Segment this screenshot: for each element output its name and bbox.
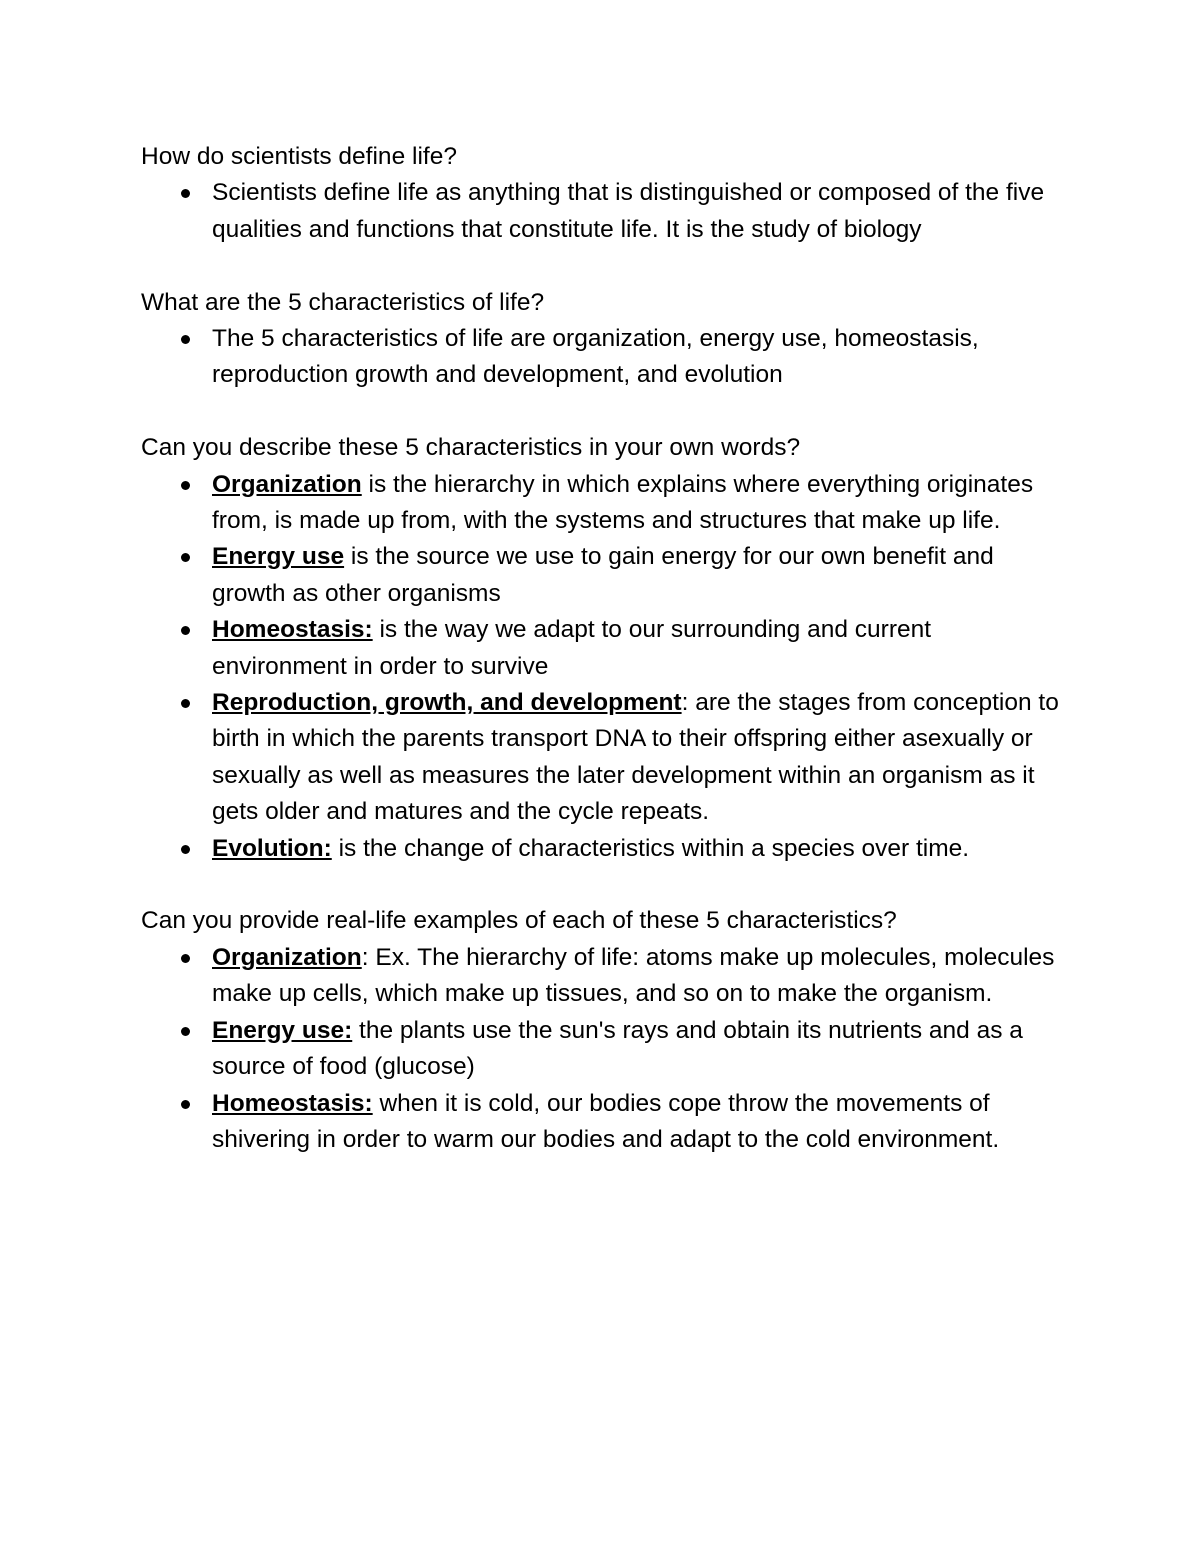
term-label: Homeostasis: [212, 1089, 373, 1117]
bullet-icon [181, 189, 190, 198]
answer-list [141, 467, 1071, 867]
qa-section [141, 285, 1071, 394]
answer-item [212, 1013, 1071, 1086]
answer-text: is the source we use to gain energy for our own benefit and growth as other organisms [212, 543, 994, 607]
answer-list [141, 175, 1071, 248]
term-label: Energy use [212, 543, 345, 571]
answer-text: : Ex. The hierarchy of life: atoms make up molecules, molecules make up cells, which make up tissues, and so on to make the organism. [212, 943, 1055, 1008]
bullet-icon [181, 1100, 190, 1109]
term-label: Reproduction, growth, and development [212, 689, 682, 717]
answer-text: : are the stages from conception to birth in which the parents transport DNA to their offspring either asexually or sexually as well as measures the later development within an organism as it gets older and matures and the cycle repeats. [212, 689, 1059, 826]
document-page [141, 139, 1071, 1195]
answer-text: when it is cold, our bodies cope throw the movements of shivering in order to warm our bodies and adapt to the cold environment. [212, 1089, 1000, 1153]
term-label: Homeostasis: [212, 616, 373, 644]
answer-item [212, 612, 1071, 685]
qa-section [141, 139, 1071, 248]
answer-item [212, 175, 1071, 248]
answer-text: is the change of characteristics within a species over time. [331, 834, 970, 862]
bullet-icon [181, 699, 190, 708]
answer-list [141, 940, 1071, 1158]
answer-item [212, 1086, 1071, 1159]
term-label: Organization [212, 470, 362, 498]
bullet-icon [181, 845, 190, 854]
answer-text: is the hierarchy in which explains where everything originates from, is made up from, with the systems and structures that make up life. [212, 470, 1034, 535]
question-heading: How do scientists define life? [141, 143, 457, 170]
bullet-icon [181, 626, 190, 635]
bullet-icon [181, 954, 190, 963]
answer-text: The 5 characteristics of life are organization, energy use, homeostasis, reproduction growth and development, and evolution [212, 325, 979, 389]
answer-text: is the way we adapt to our surrounding and current environment in order to survive [212, 616, 932, 680]
answer-item [212, 831, 1071, 867]
bullet-icon [181, 481, 190, 490]
bullet-icon [181, 335, 190, 344]
answer-text: the plants use the sun's rays and obtain its nutrients and as a source of food (glucose) [212, 1016, 1023, 1081]
answer-list [141, 321, 1071, 394]
answer-text: Scientists define life as anything that is distinguished or composed of the five qualities and functions that constitute life. It is the study of biology [212, 179, 1045, 243]
question-heading: Can you provide real-life examples of each of these 5 characteristics? [141, 907, 897, 935]
bullet-icon [181, 1027, 190, 1036]
answer-item [212, 940, 1071, 1013]
qa-section [141, 430, 1071, 867]
question-heading: Can you describe these 5 characteristics in your own words? [141, 434, 801, 462]
answer-item [212, 467, 1071, 540]
question-heading: What are the 5 characteristics of life? [141, 288, 545, 316]
term-label: Organization [212, 943, 362, 971]
answer-item [212, 685, 1071, 831]
answer-item [212, 321, 1071, 394]
bullet-icon [181, 553, 190, 562]
term-label: Energy use: [212, 1016, 353, 1044]
answer-item [212, 539, 1071, 612]
term-label: Evolution: [212, 834, 332, 862]
qa-section [141, 903, 1071, 1158]
